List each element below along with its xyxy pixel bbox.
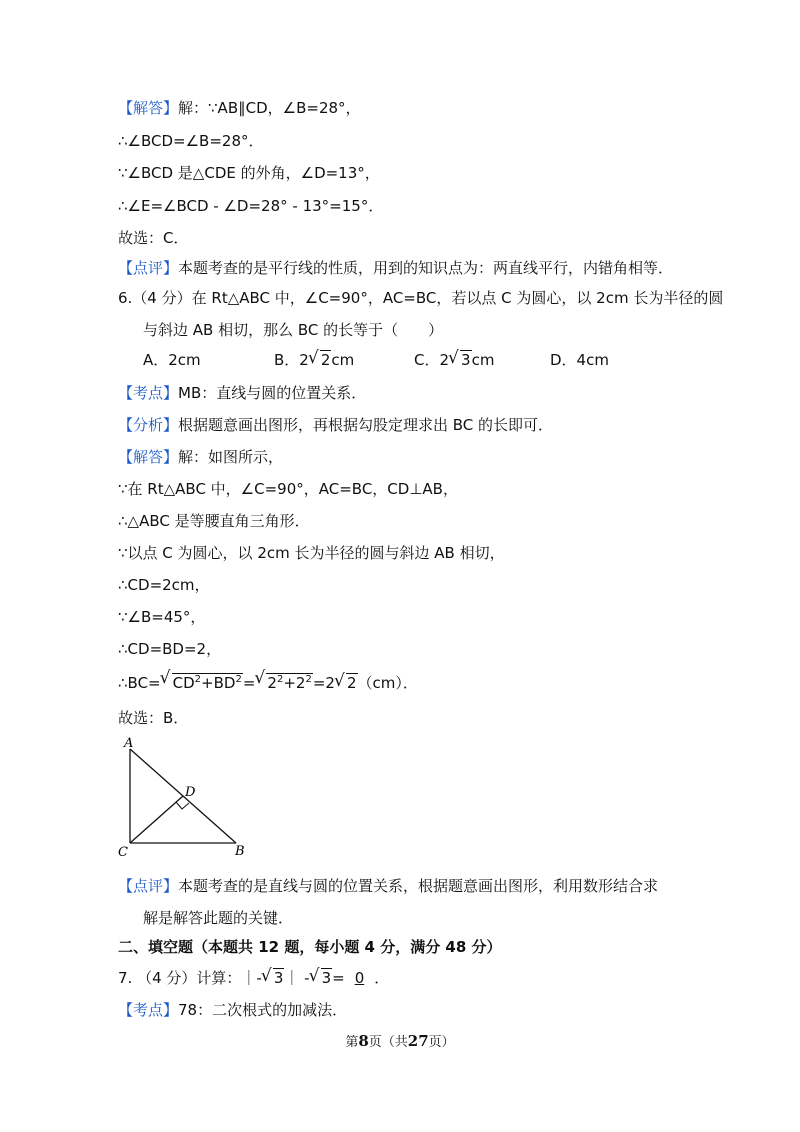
option-d: D．4cm [550,351,609,369]
sqrt-symbol: √ 3 [311,968,333,988]
page-number: 8 [358,1032,369,1050]
review-line-2: 【点评】本题考查的是直线与圆的位置关系，根据题意画出图形，利用数形结合求 [118,877,659,895]
kaodian-line: 【考点】MB：直线与圆的位置关系． [118,384,367,402]
option-c: C．2√ 3cm [414,350,494,370]
answer-tag: 【解答】 [118,99,179,117]
choice-line: 故选：C． [118,229,189,247]
page-footer: 第8页（共27页） [345,1032,455,1050]
option-a: A．2cm [143,351,201,369]
right-angle-mark [176,802,189,809]
answer-blank: 0 [354,969,365,987]
page-total: 27 [407,1032,429,1050]
review-line-2-cont: 解是解答此题的关键． [143,909,294,927]
jieda-line: 【解答】解：如图所示， [118,448,284,466]
fenxi-line: 【分析】根据题意画出图形，再根据勾股定理求出 BC 的长即可． [118,416,554,434]
step-3: ∵以点 C 为圆心，以 2cm 长为半径的圆与斜边 AB 相切， [118,544,505,562]
sqrt-symbol: √ $CD^2+BD^2$ [162,670,243,693]
step-6: ∴CD=BD=2， [118,640,222,658]
answer-choice-b: 故选：B． [118,709,189,727]
sqrt-symbol: √ 3 [450,350,472,370]
label-b: B [235,844,245,859]
kaodian-tag: 【考点】 [118,1001,179,1019]
review-tag: 【点评】 [118,877,179,895]
label-d: D [185,785,196,800]
option-b: B．2√ 2cm [274,350,354,370]
answer-text: 解：∵AB∥CD，∠B=28°， [178,99,361,117]
segment-cd [130,796,183,843]
triangle-figure [112,735,262,860]
step-2: ∴△ABC 是等腰直角三角形． [118,512,310,530]
review-text: 本题考查的是平行线的性质，用到的知识点为：两直线平行，内错角相等． [178,259,674,277]
sqrt-symbol: √ $2^2+2^2$ [256,670,312,693]
kaodian-line-q7: 【考点】78：二次根式的加减法． [118,1001,348,1019]
question-7-stem: 7. （4 分）计算：｜-√ 3｜ -√ 3= 0 ． [118,968,389,988]
sqrt-symbol: √ 2 [310,350,332,370]
solution-line-4: ∴∠E=∠BCD - ∠D=28° - 13°=15°． [118,197,384,215]
sqrt-symbol: √ 3 [263,968,285,988]
solution-line-3: ∵∠BCD 是△CDE 的外角，∠D=13°， [118,164,380,182]
label-a: A [124,736,134,751]
review-line [118,258,673,278]
step-1: ∵在 Rt△ABC 中，∠C=90°，AC=BC，CD⊥AB， [118,480,458,498]
answer-line-1 [118,98,361,118]
formula-line: ∴BC=√ $CD^2+BD^2=√$ $2^2+2^2=2√$ 2（cm）． [118,670,418,693]
jieda-tag: 【解答】 [118,448,179,466]
step-5: ∵∠B=45°， [118,608,206,626]
solution-line-2: ∴∠BCD=∠B=28°． [118,132,264,150]
kaodian-tag: 【考点】 [118,384,179,402]
fenxi-tag: 【分析】 [118,416,179,434]
review-tag: 【点评】 [118,259,179,277]
question-6-stem: 6.（4 分）在 Rt△ABC 中，∠C=90°，AC=BC，若以点 C 为圆心，以 2cm 长为半径的圆 [118,289,724,307]
sqrt-symbol: √ 2 [336,673,358,693]
step-4: ∴CD=2cm， [118,576,210,594]
question-6-stem-cont: 与斜边 AB 相切，那么 BC 的长等于（ ） [143,321,444,339]
label-c: C [118,845,128,860]
section-heading: 二、填空题（本题共 12 题，每小题 4 分，满分 48 分） [118,938,502,956]
